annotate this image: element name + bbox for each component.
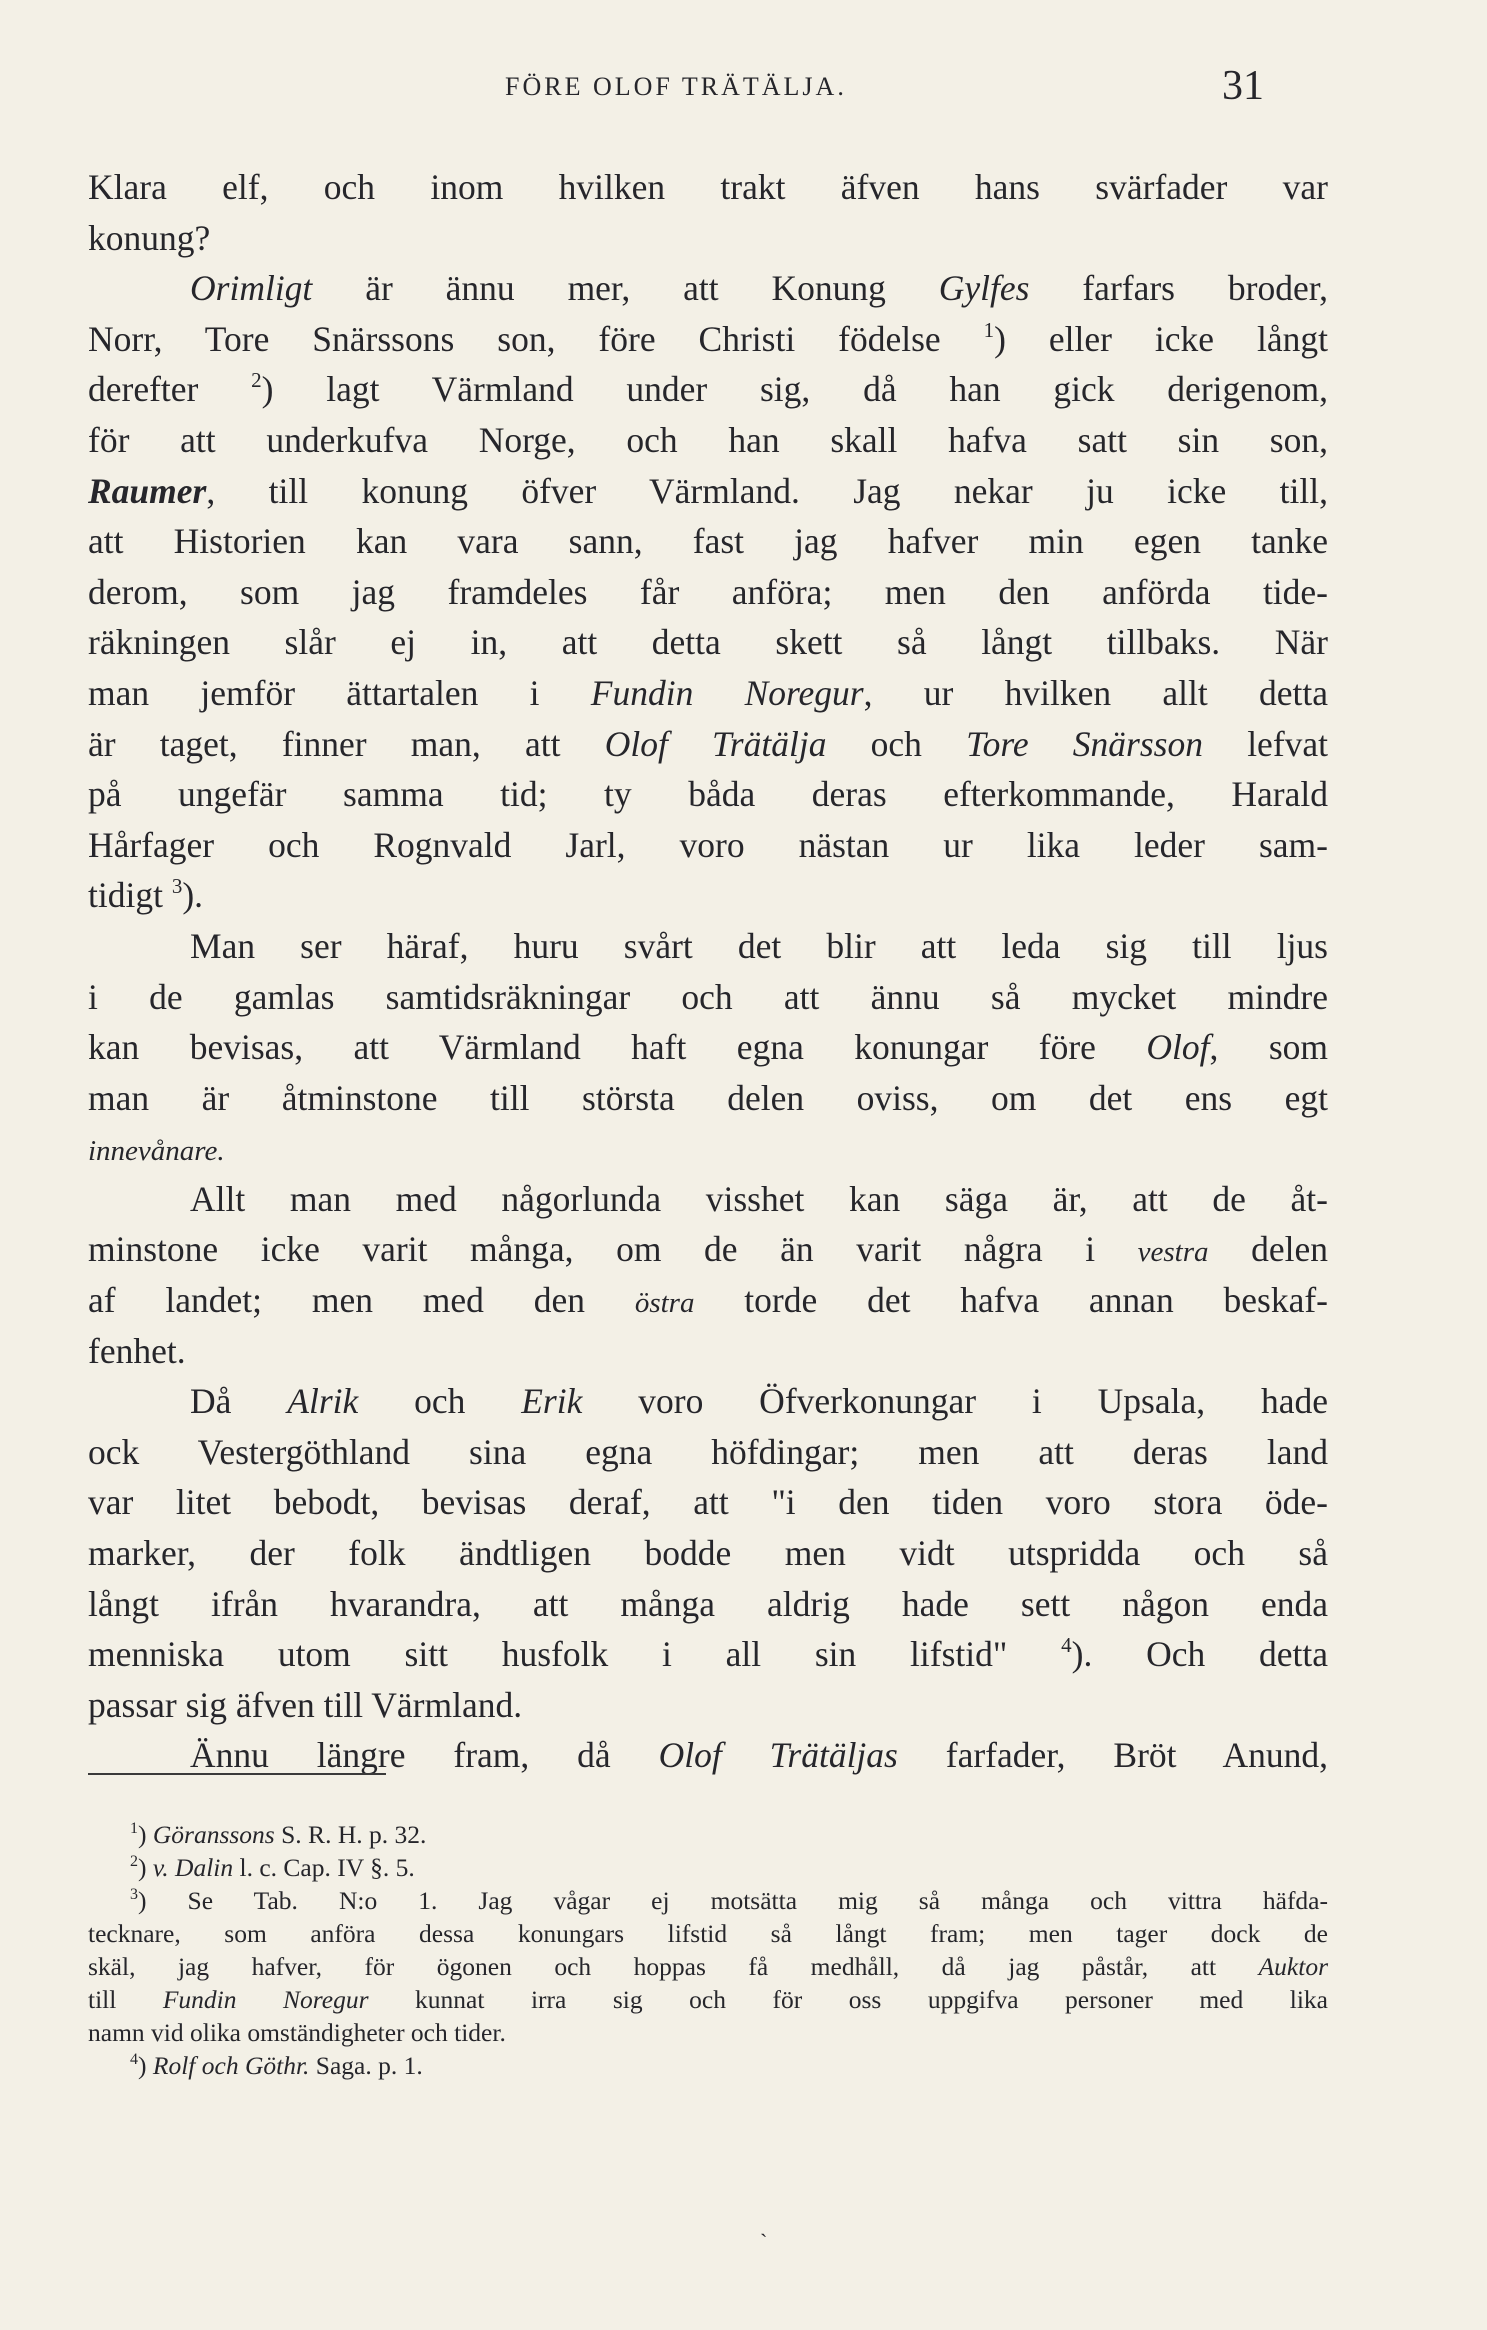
text-run: till [88,1985,163,2014]
footnote-line [88,2016,1328,2049]
footnote-marker: 3 [130,1886,138,1903]
paragraph-line [88,668,1328,719]
emphasis-text: vestra [1137,1236,1209,1269]
paragraph-line [88,1579,1328,1630]
page-header [0,62,1487,122]
text-run: var litet bebodt, bevisas deraf, att "i den tiden voro stora öde- [88,1482,1328,1523]
text-run: farfader, Bröt Anund, [897,1735,1329,1776]
text-run: ) [138,1853,153,1882]
text-run: Ännu längre fram, då [190,1735,659,1776]
emphasis-text: Rolf och Göthr. [152,2051,310,2080]
text-run: , som [1209,1027,1328,1068]
emphasis-text: Göranssons [152,1820,275,1849]
text-run: , ur hvilken allt detta [863,672,1328,713]
text-run: är ännu mer, att Konung [312,268,939,309]
paragraph-line [88,162,1328,213]
paragraph-line [88,1224,1328,1275]
paragraph-line [88,1629,1328,1680]
emphasis-text: Olof Trätälja [604,723,827,764]
paragraph-line [88,466,1328,517]
footnote-marker: 1 [130,1820,138,1837]
text-run: l. c. Cap. IV §. 5. [233,1853,415,1882]
paragraph-line [88,415,1328,466]
text-run: passar sig äfven till Värmland. [88,1684,523,1725]
footnote-marker: 2 [130,1853,138,1870]
text-run: räkningen slår ej in, att detta skett så långt tillbaks. När [88,622,1328,663]
text-run: , till konung öfver Värmland. Jag nekar ju icke till, [206,470,1328,511]
paragraph-line [88,820,1328,871]
paragraph-line [88,364,1328,415]
paragraph-line [88,1427,1328,1478]
paragraph-line [88,1022,1328,1073]
footnote-marker: 4 [130,2051,138,2068]
text-run: minstone icke varit många, om de än varit några i [88,1229,1138,1270]
paragraph-line [88,1528,1328,1579]
text-run: man jemför ättartalen i [88,672,591,713]
text-run: marker, der folk ändtligen bodde men vidt utspridda och så [88,1533,1328,1574]
text-run: Man ser häraf, huru svårt det blir att leda sig till ljus [190,925,1328,966]
text-run: Norr, Tore Snärssons son, före Christi födelse [88,318,984,359]
footnote-line [88,1851,1328,1884]
text-run: och [826,723,967,764]
footnote-line [88,2049,1328,2082]
paragraph-line [88,1376,1328,1427]
text-run: Saga. p. 1. [309,2051,423,2080]
text-run: kunnat irra sig och för oss uppgifva personer med lika [368,1985,1329,2014]
footnote-line [88,1917,1328,1950]
text-run: lefvat [1203,723,1329,764]
text-run: af landet; men med den [88,1280,635,1321]
text-run: på ungefär samma tid; ty båda deras efterkommande, Harald [88,774,1328,815]
text-run: för att underkufva Norge, och han skall hafva satt sin son, [88,419,1328,460]
footnote-marker: 1 [983,317,995,342]
paragraph-line [88,1680,1328,1731]
text-run: ) eller icke långt [994,318,1328,359]
text-run: derom, som jag framdeles får anföra; men den anförda tide- [88,571,1328,612]
emphasis-text: Tore Snärsson [966,723,1203,764]
text-run: ) lagt Värmland under sig, då han gick derigenom, [261,369,1328,410]
page-number: 31 [1222,63,1264,109]
text-run: farfars broder, [1029,268,1328,309]
emphasis-text: Orimligt [190,268,313,309]
footnotes [88,1818,1328,2082]
paragraph-line [88,972,1328,1023]
emphasis-text: Olof [1146,1027,1210,1068]
text-run: Då [190,1381,288,1422]
text-run: ) [138,2051,153,2080]
text-run: ock Vestergöthland sina egna höfdingar; men att deras land [88,1431,1328,1472]
text-run: att Historien kan vara sann, fast jag hafver min egen tanke [88,521,1328,562]
paragraph-line [88,1073,1328,1124]
emphasis-text: Olof Trätäljas [658,1735,898,1776]
text-run: i de gamlas samtidsräkningar och att ännu så mycket mindre [88,976,1328,1017]
emphasis-text: Alrik [287,1381,359,1422]
text-run: och [358,1381,522,1422]
emphasis-text: Auktor [1258,1952,1328,1981]
paragraph-line [88,1275,1328,1326]
paragraph-line [88,617,1328,668]
text-run: skäl, jag hafver, för ögonen och hoppas få medhåll, då jag påstår, att [88,1952,1259,1981]
text-run: ). [182,875,204,916]
text-run: namn vid olika omständigheter och tider. [88,2018,506,2047]
text-run: tidigt [88,875,172,916]
text-run: ) [138,1820,153,1849]
paragraph-line [88,921,1328,972]
text-run: voro Öfverkonungar i Upsala, hade [582,1381,1328,1422]
text-run: fenhet. [88,1330,186,1371]
text-run: är taget, finner man, att [88,723,605,764]
text-run: Allt man med någorlunda visshet kan säga är, att de åt- [190,1178,1328,1219]
text-run: menniska utom sitt husfolk i all sin lifstid" [88,1634,1062,1675]
text-run: S. R. H. p. 32. [274,1820,427,1849]
stray-ink-mark: ˎ [760,2212,768,2237]
emphasis-text: Fundin Noregur [162,1985,369,2014]
footnote-marker: 3 [171,874,183,899]
emphasis-text: Fundin Noregur [590,672,864,713]
footnote-line [88,1983,1328,2016]
text-run: torde det hafva annan beskaf- [694,1280,1328,1321]
footnote-line [88,1950,1328,1983]
text-run: Hårfager och Rognvald Jarl, voro nästan ur lika leder sam- [88,824,1328,865]
paragraph-line [88,516,1328,567]
footnote-marker: 4 [1061,1633,1072,1658]
emphasis-text: innevånare. [88,1135,225,1168]
footnote-marker: 2 [251,368,262,393]
text-run: derefter [88,369,252,410]
paragraph-line [88,263,1328,314]
footnote-line [88,1818,1328,1851]
running-title: FÖRE OLOF TRÄTÄLJA. [505,72,847,101]
paragraph-line [88,870,1328,921]
paragraph-line [88,769,1328,820]
footnote-rule [88,1773,386,1775]
text-run: tecknare, som anföra dessa konungars lifstid så långt fram; men tager dock de [88,1919,1328,1948]
text-run: kan bevisas, att Värmland haft egna konungar före [88,1027,1147,1068]
paragraph-line [88,1326,1328,1377]
body-text [88,162,1328,1781]
paragraph-line [88,567,1328,618]
paragraph-line [88,1123,1328,1174]
text-run: konung? [88,217,211,258]
paragraph-line [88,314,1328,365]
text-run: långt ifrån hvarandra, att många aldrig hade sett någon enda [88,1583,1328,1624]
text-run: delen [1208,1229,1328,1270]
text-run: man är åtminstone till största delen oviss, om det ens egt [88,1077,1328,1118]
emphasis-text: Gylfes [938,268,1030,309]
emphasis-text: v. Dalin [152,1853,234,1882]
paragraph-line [88,213,1328,264]
footnote-line [88,1884,1328,1917]
text-run: ) Se Tab. N:o 1. Jag vågar ej motsätta mig så många och vittra häfda- [138,1886,1328,1915]
paragraph-line [88,1174,1328,1225]
text-run: ). Och detta [1071,1634,1328,1675]
emphasis-text: östra [634,1287,695,1320]
paragraph-line [88,719,1328,770]
emphasis-text: Erik [521,1381,583,1422]
emphasis-text: Raumer [88,470,207,511]
text-run: Klara elf, och inom hvilken trakt äfven hans svärfader var [88,167,1328,207]
paragraph-line [88,1477,1328,1528]
